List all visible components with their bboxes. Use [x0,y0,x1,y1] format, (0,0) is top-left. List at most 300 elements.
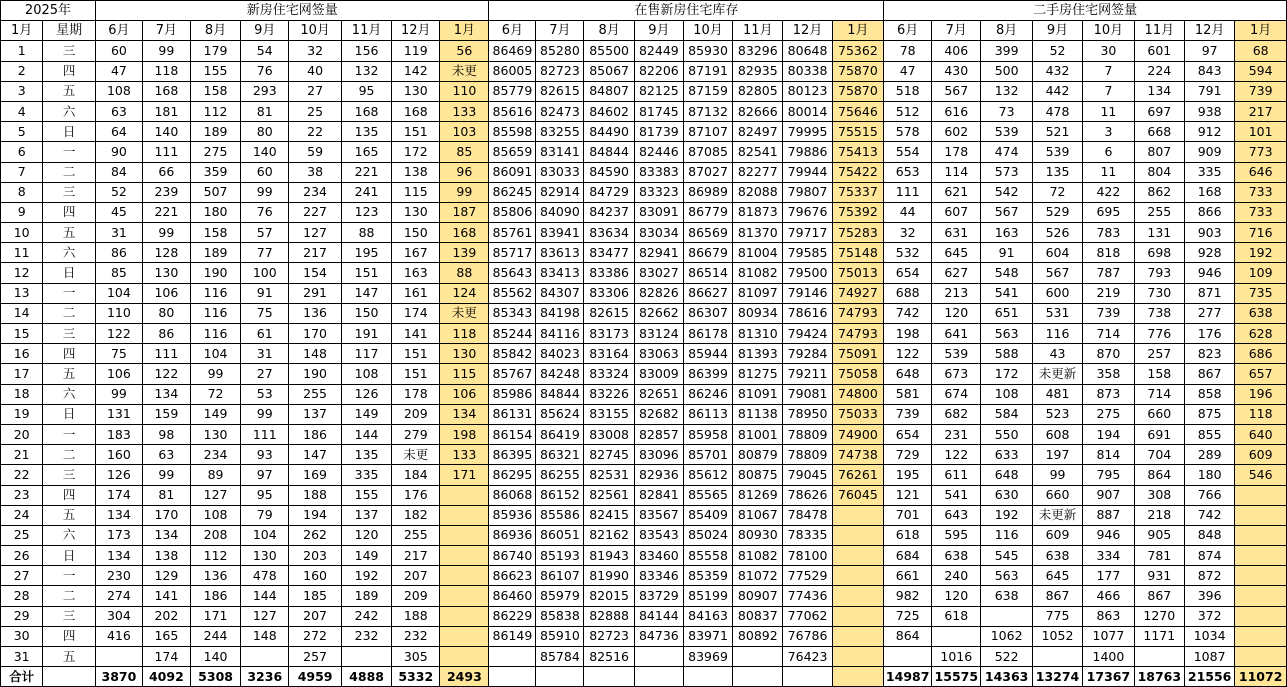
value-cell: 136 [190,566,240,586]
value-cell: 81739 [634,122,683,142]
day-cell: 4 [1,101,43,121]
value-cell: 86 [95,243,142,263]
value-cell: 90 [95,142,142,162]
value-cell: 775 [1032,606,1082,626]
value-cell: 22 [289,122,342,142]
value-cell: 139 [440,243,489,263]
value-cell: 82826 [634,283,683,303]
value-cell: 85930 [683,41,732,61]
value-cell: 114 [932,162,981,182]
value-cell: 217 [392,546,440,566]
value-cell: 909 [1184,142,1234,162]
table-row [1,303,1287,323]
value-cell: 573 [981,162,1032,182]
weekday-cell: 二 [43,445,96,465]
value-cell: 654 [884,424,932,444]
value-cell: 86068 [489,485,536,505]
value-cell: 111 [142,142,190,162]
value-cell: 138 [142,546,190,566]
value-cell: 291 [289,283,342,303]
value-cell: 85643 [489,263,536,283]
value-cell: 641 [932,324,981,344]
value-cell: 83386 [584,263,634,283]
value-cell: 563 [981,324,1032,344]
value-cell: 129 [142,566,190,586]
value-cell: 78809 [783,445,832,465]
value-cell: 611 [932,465,981,485]
value-cell: 82446 [634,142,683,162]
value-cell: 82723 [536,61,584,81]
value-cell: 255 [1134,202,1184,222]
value-cell: 111 [241,424,289,444]
value-cell: 100 [241,263,289,283]
value-cell: 255 [392,525,440,545]
value-cell: 137 [289,404,342,424]
value-cell: 38 [289,162,342,182]
value-cell: 85 [95,263,142,283]
value-cell: 97 [1184,41,1234,61]
value-cell: 202 [142,606,190,626]
value-cell: 99 [1032,465,1082,485]
value-cell: 53 [241,384,289,404]
value-cell: 138 [392,162,440,182]
value-cell: 82125 [634,81,683,101]
value-cell: 104 [241,525,289,545]
value-cell: 232 [341,626,391,646]
value-cell: 738 [1134,303,1184,323]
value-cell: 134 [142,525,190,545]
value-cell: 648 [981,465,1032,485]
value-cell: 75646 [832,101,884,121]
value-cell: 618 [932,606,981,626]
value-cell: 149 [341,404,391,424]
value-cell: 648 [884,364,932,384]
value-cell: 698 [1134,243,1184,263]
value-cell: 257 [289,647,342,667]
day-cell: 7 [1,162,43,182]
value-cell: 512 [884,101,932,121]
table-row [1,566,1287,586]
table-row [1,606,1287,626]
value-cell: 未更 [392,445,440,465]
value-cell: 110 [95,303,142,323]
value-cell: 64 [95,122,142,142]
value-cell: 938 [1184,101,1234,121]
value-cell: 864 [1134,465,1184,485]
value-cell: 682 [932,404,981,424]
value-cell: 126 [341,384,391,404]
table-row [1,41,1287,61]
value-cell: 82857 [634,424,683,444]
value-cell: 848 [1184,525,1234,545]
value-cell: 673 [932,364,981,384]
value-cell: 83477 [584,243,634,263]
value-cell: 86779 [683,202,732,222]
value-cell: 674 [932,384,981,404]
day-cell: 26 [1,546,43,566]
value-cell: 807 [1134,142,1184,162]
value-cell: 217 [1235,101,1287,121]
value-cell: 686 [1235,344,1287,364]
value-cell: 89 [190,465,240,485]
value-cell: 180 [190,202,240,222]
value-cell: 74927 [832,283,884,303]
value-cell: 81943 [584,546,634,566]
value-cell: 80837 [733,606,783,626]
value-cell: 122 [142,364,190,384]
value-cell: 85500 [584,41,634,61]
total-cell: 21556 [1184,667,1234,687]
value-cell: 872 [1184,566,1234,586]
total-cell: 17367 [1083,667,1134,687]
value-cell: 1016 [932,647,981,667]
value-cell: 867 [1184,364,1234,384]
value-cell: 791 [1184,81,1234,101]
value-cell: 116 [190,303,240,323]
value-cell: 87107 [683,122,732,142]
total-cell [683,667,732,687]
weekday-cell: 五 [43,81,96,101]
weekday-cell: 四 [43,485,96,505]
table-row [1,61,1287,81]
value-cell: 651 [981,303,1032,323]
value-cell: 83226 [584,384,634,404]
value-cell: 500 [981,61,1032,81]
value-cell: 277 [1184,303,1234,323]
value-cell: 158 [190,81,240,101]
value-cell: 135 [1032,162,1082,182]
value-cell: 82745 [584,445,634,465]
value-cell: 466 [1083,586,1134,606]
value-cell: 190 [190,263,240,283]
value-cell: 79676 [783,202,832,222]
day-cell: 22 [1,465,43,485]
value-cell: 81990 [584,566,634,586]
section-title-new-home-inventory: 在售新房住宅库存 [489,1,884,21]
day-cell: 18 [1,384,43,404]
value-cell: 85979 [536,586,584,606]
value-cell: 140 [190,647,240,667]
value-cell: 81082 [733,263,783,283]
value-cell: 1270 [1134,606,1184,626]
day-column-header: 1月 [1,21,43,41]
value-cell: 98 [142,424,190,444]
table-row [1,364,1287,384]
totals-row [1,667,1287,687]
value-cell: 82888 [584,606,634,626]
value-cell: 621 [932,182,981,202]
value-cell: 86321 [536,445,584,465]
value-cell: 308 [1134,485,1184,505]
value-cell: 701 [884,505,932,525]
value-cell: 112 [190,101,240,121]
day-cell: 20 [1,424,43,444]
value-cell: 84729 [584,182,634,202]
value-cell: 335 [341,465,391,485]
value-cell: 739 [1083,303,1134,323]
weekday-cell: 三 [43,606,96,626]
value-cell: 581 [884,384,932,404]
value-cell: 99 [440,182,489,202]
value-cell: 82615 [584,303,634,323]
value-cell: 82723 [584,626,634,646]
value-cell: 83027 [634,263,683,283]
value-cell: 244 [190,626,240,646]
value-cell: 3 [1083,122,1134,142]
value-cell: 178 [392,384,440,404]
day-cell: 5 [1,122,43,142]
month-header-cell: 9月 [634,21,683,41]
value-cell: 85199 [683,586,732,606]
value-cell: 147 [341,283,391,303]
value-cell: 167 [392,243,440,263]
value-cell: 74793 [832,324,884,344]
value-cell [440,505,489,525]
value-cell: 83255 [536,122,584,142]
value-cell: 170 [142,505,190,525]
value-cell: 104 [95,283,142,303]
value-cell: 604 [1032,243,1082,263]
day-cell: 3 [1,81,43,101]
value-cell [1235,606,1287,626]
day-cell: 28 [1,586,43,606]
value-cell: 168 [392,101,440,121]
value-cell: 83324 [584,364,634,384]
value-cell: 539 [1032,142,1082,162]
value-cell: 130 [190,424,240,444]
value-cell [884,647,932,667]
value-cell: 86395 [489,445,536,465]
value-cell: 86623 [489,566,536,586]
day-cell: 23 [1,485,43,505]
value-cell: 78950 [783,404,832,424]
value-cell: 148 [241,626,289,646]
weekday-cell: 一 [43,566,96,586]
value-cell [832,505,884,525]
value-cell: 198 [884,324,932,344]
value-cell: 688 [884,283,932,303]
value-cell: 684 [884,546,932,566]
value-cell: 83091 [634,202,683,222]
value-cell: 86989 [683,182,732,202]
value-cell: 82277 [733,162,783,182]
value-cell: 83941 [536,223,584,243]
value-cell: 185 [289,586,342,606]
month-header-cell: 10月 [683,21,732,41]
value-cell: 230 [95,566,142,586]
value-cell: 116 [1032,324,1082,344]
value-cell: 101 [1235,122,1287,142]
value-cell: 66 [142,162,190,182]
value-cell: 75337 [832,182,884,202]
value-cell: 661 [884,566,932,586]
value-cell: 82914 [536,182,584,202]
value-cell: 481 [1032,384,1082,404]
value-cell: 75362 [832,41,884,61]
value-cell: 531 [1032,303,1082,323]
day-cell: 13 [1,283,43,303]
value-cell: 304 [95,606,142,626]
value-cell: 86740 [489,546,536,566]
weekday-cell: 六 [43,525,96,545]
value-cell: 93 [241,445,289,465]
value-cell: 787 [1083,263,1134,283]
value-cell [832,546,884,566]
value-cell: 130 [440,344,489,364]
value-cell: 86469 [489,41,536,61]
value-cell: 82935 [733,61,783,81]
value-cell: 130 [392,81,440,101]
value-cell: 776 [1134,324,1184,344]
value-cell: 194 [289,505,342,525]
value-cell: 134 [95,546,142,566]
value-cell: 154 [289,263,342,283]
month-header-cell: 1月 [1235,21,1287,41]
month-header-cell: 6月 [95,21,142,41]
value-cell: 218 [1134,505,1184,525]
weekday-cell: 六 [43,384,96,404]
month-header-cell: 8月 [190,21,240,41]
value-cell [440,485,489,505]
value-cell: 83173 [584,324,634,344]
value-cell: 84736 [634,626,683,646]
value-cell: 195 [884,465,932,485]
value-cell: 86245 [489,182,536,202]
value-cell: 638 [981,586,1032,606]
value-cell: 442 [1032,81,1082,101]
value-cell: 72 [190,384,240,404]
value-cell: 191 [341,324,391,344]
value-cell: 83296 [733,41,783,61]
value-cell: 532 [884,243,932,263]
value-cell: 47 [95,61,142,81]
value-cell: 80934 [733,303,783,323]
value-cell [341,647,391,667]
value-cell: 86460 [489,586,536,606]
month-header-cell: 1月 [440,21,489,41]
value-cell: 609 [1032,525,1082,545]
value-cell: 108 [981,384,1032,404]
value-cell: 609 [1235,445,1287,465]
value-cell: 77062 [783,606,832,626]
value-cell: 79 [241,505,289,525]
section-header-row [1,1,1287,21]
table-row [1,485,1287,505]
value-cell: 733 [1235,182,1287,202]
value-cell: 262 [289,525,342,545]
value-cell: 372 [1184,606,1234,626]
value-cell: 189 [190,122,240,142]
value-cell: 946 [1083,525,1134,545]
value-cell: 25 [289,101,342,121]
value-cell: 75 [241,303,289,323]
value-cell [1235,525,1287,545]
value-cell: 124 [440,283,489,303]
value-cell: 91 [241,283,289,303]
value-cell: 82666 [733,101,783,121]
value-cell: 79944 [783,162,832,182]
value-cell: 86107 [536,566,584,586]
value-cell: 165 [341,142,391,162]
value-cell: 144 [241,586,289,606]
value-cell: 1087 [1184,647,1234,667]
value-cell: 75148 [832,243,884,263]
total-cell [832,667,884,687]
table-row [1,384,1287,404]
value-cell: 87132 [683,101,732,121]
value-cell: 82615 [536,81,584,101]
value-cell: 151 [341,263,391,283]
value-cell: 866 [1184,202,1234,222]
value-cell: 170 [289,324,342,344]
value-cell: 82516 [584,647,634,667]
value-cell [440,626,489,646]
value-cell: 85944 [683,344,732,364]
value-cell: 716 [1235,223,1287,243]
value-cell: 7 [1083,61,1134,81]
value-cell: 548 [981,263,1032,283]
value-cell: 207 [289,606,342,626]
value-cell: 474 [981,142,1032,162]
value-cell: 83567 [634,505,683,525]
total-cell [783,667,832,687]
month-header-row [1,21,1287,41]
value-cell: 52 [1032,41,1082,61]
table-row [1,465,1287,485]
value-cell: 159 [142,404,190,424]
value-cell: 109 [1235,263,1287,283]
value-cell: 95 [341,81,391,101]
value-cell: 546 [1235,465,1287,485]
month-header-cell: 11月 [341,21,391,41]
day-cell: 25 [1,525,43,545]
value-cell: 75870 [832,81,884,101]
value-cell: 305 [392,647,440,667]
value-cell: 44 [884,202,932,222]
value-cell: 142 [392,61,440,81]
value-cell: 172 [981,364,1032,384]
value-cell: 81393 [733,344,783,364]
value-cell: 141 [392,324,440,344]
value-cell: 234 [190,445,240,465]
value-cell: 27 [241,364,289,384]
value-cell: 77 [241,243,289,263]
value-cell: 76 [241,61,289,81]
value-cell [1134,647,1184,667]
table-row [1,202,1287,222]
value-cell: 631 [932,223,981,243]
weekday-cell: 二 [43,162,96,182]
total-cell: 4092 [142,667,190,687]
value-cell: 149 [341,546,391,566]
value-cell: 75283 [832,223,884,243]
value-cell: 85838 [536,606,584,626]
month-header-cell: 12月 [392,21,440,41]
value-cell [440,606,489,626]
value-cell: 86 [142,324,190,344]
value-cell: 602 [932,122,981,142]
month-header-cell: 7月 [932,21,981,41]
value-cell: 863 [1083,606,1134,626]
value-cell: 82936 [634,465,683,485]
month-header-cell: 8月 [584,21,634,41]
value-cell: 86131 [489,404,536,424]
value-cell: 130 [392,202,440,222]
value-cell: 209 [392,404,440,424]
value-cell: 31 [95,223,142,243]
value-cell: 156 [341,41,391,61]
value-cell: 198 [440,424,489,444]
